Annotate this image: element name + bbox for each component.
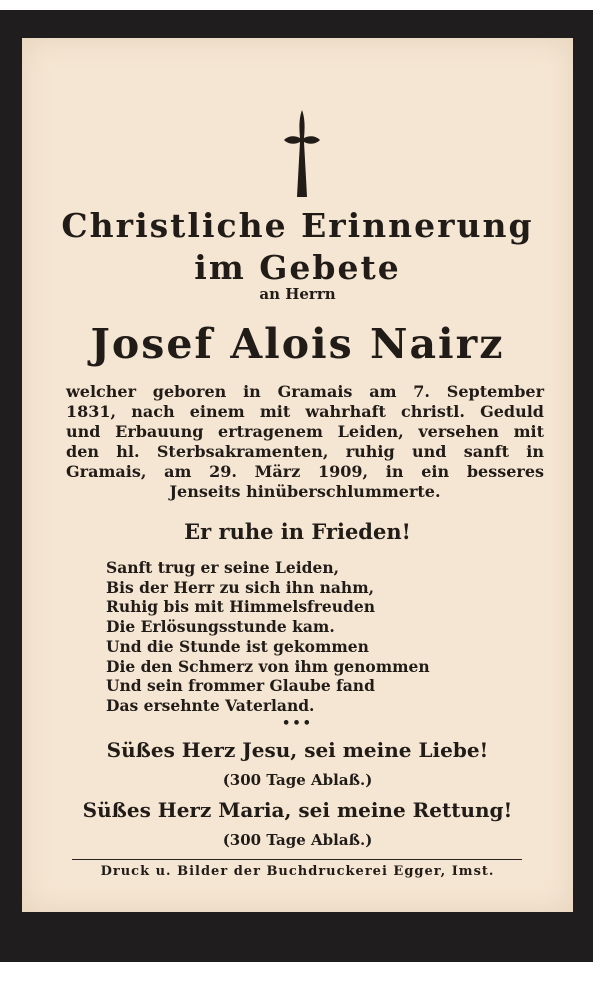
to-mister: an Herrn — [259, 285, 336, 303]
poem-line: Und sein frommer Glaube fand — [106, 676, 375, 696]
memorial-card — [22, 38, 573, 912]
cross-icon — [283, 108, 321, 200]
poem-line: Die Erlösungsstunde kam. — [106, 617, 335, 637]
biography-line: Jenseits hinüberschlummerte. — [169, 482, 441, 501]
poem-line: Ruhig bis mit Himmelsfreuden — [106, 597, 375, 617]
poem-line: Das ersehnte Vaterland. — [106, 695, 315, 715]
footer-rule — [72, 859, 522, 860]
biography-line: 1831, nach einem mit wahrhaft christl. Geduld — [66, 402, 544, 421]
poem-line: Und die Stunde ist gekommen — [106, 636, 369, 656]
poem-line: Die den Schmerz von ihm genommen — [106, 656, 430, 676]
biography-line: den hl. Sterbsakramenten, ruhig und sanft in — [66, 442, 544, 461]
deceased-name: Josef Alois Nairz — [90, 320, 505, 368]
biography-line: Gramais, am 29. März 1909, in ein besseres — [66, 462, 544, 481]
heading-line-1: Christliche Erinnerung — [61, 206, 534, 245]
prayer-sacred-heart-mary: Süßes Herz Maria, sei meine Rettung! — [82, 798, 513, 822]
rest-in-peace: Er ruhe in Frieden! — [184, 519, 411, 544]
separator-dots: ••• — [282, 716, 313, 731]
printer-credit: Druck u. Bilder der Buchdruckerei Egger, Imst. — [100, 864, 495, 879]
poem-line: Bis der Herr zu sich ihn nahm, — [106, 577, 374, 597]
indulgence-note-2: (300 Tage Ablaß.) — [222, 831, 373, 849]
poem — [106, 558, 506, 716]
biography-line: welcher geboren in Gramais am 7. September — [66, 382, 544, 401]
prayer-sacred-heart-jesus: Süßes Herz Jesu, sei meine Liebe! — [106, 738, 489, 762]
biography-line: und Erbauung ertragenem Leiden, versehen mit — [66, 422, 544, 441]
biography — [66, 382, 544, 502]
heading-line-2: im Gebete — [194, 248, 401, 287]
indulgence-note-1: (300 Tage Ablaß.) — [222, 771, 373, 789]
poem-line: Sanft trug er seine Leiden, — [106, 558, 339, 577]
